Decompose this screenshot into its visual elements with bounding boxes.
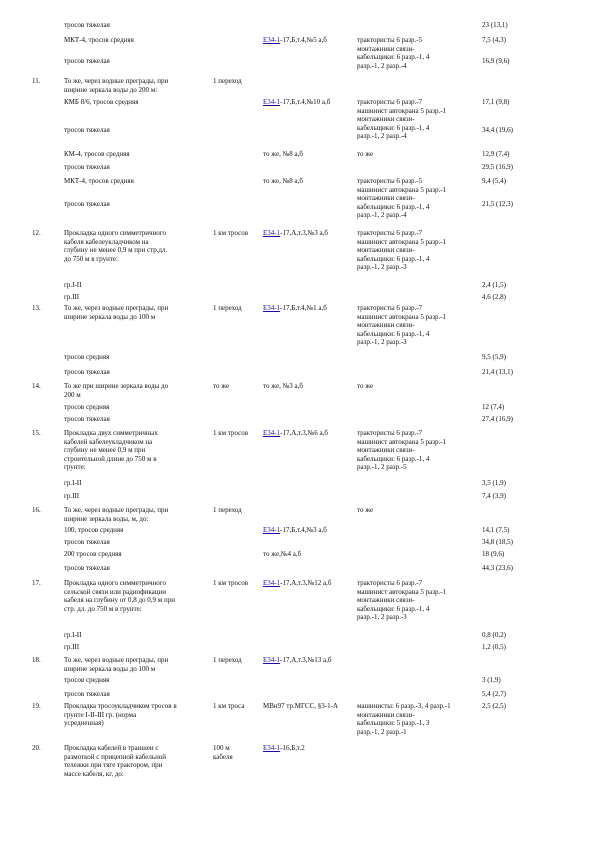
time-norm: 4,6 (2,8) bbox=[482, 293, 506, 301]
norm-reference-link[interactable]: Е34-1 bbox=[263, 744, 281, 752]
work-description: То же при ширине зеркала воды до 200 м bbox=[64, 382, 169, 399]
norm-reference bbox=[263, 36, 355, 45]
work-description: тросов тяжелая bbox=[64, 690, 110, 698]
row-number: 11. bbox=[32, 77, 41, 85]
unit-of-measure: 1 км тросов bbox=[213, 429, 249, 437]
time-norm: 2,5 (2,5) bbox=[482, 702, 506, 710]
crew-composition: то же bbox=[357, 150, 374, 158]
crew-composition: то же bbox=[357, 382, 374, 390]
work-description: То же, через водные преграды, при ширине зеркала воды до 200 м: bbox=[64, 77, 169, 94]
norm-reference-text: МВн97 тр.МГСС, §3-1-А bbox=[263, 702, 339, 710]
work-description: тросов тяжелая bbox=[64, 415, 110, 423]
time-norm: 44,3 (23,6) bbox=[482, 564, 513, 572]
norm-reference bbox=[263, 656, 355, 665]
time-norm: 9,4 (5,4) bbox=[482, 177, 506, 185]
row-number: 19. bbox=[32, 702, 41, 710]
unit-of-measure: 1 переход bbox=[213, 77, 242, 85]
time-norm: 12,9 (7,4) bbox=[482, 150, 510, 158]
norm-reference bbox=[263, 98, 355, 107]
unit-of-measure: 1 переход bbox=[213, 506, 242, 514]
unit-of-measure: 1 км тросов bbox=[213, 579, 249, 587]
unit-of-measure: 1 переход bbox=[213, 656, 242, 664]
row-number: 20. bbox=[32, 744, 41, 752]
time-norm: 0,8 (0,2) bbox=[482, 631, 506, 639]
norm-reference-text: то же, №3 а,б bbox=[263, 382, 303, 390]
crew-composition: трактористы 6 разр.-7 машинист автокрана 5 разр.-1 монтажники связи- кабельщики: 6 разр.-1, 4 разр.-1, 2 разр.-3 bbox=[357, 229, 447, 272]
norm-reference-text: то же, №8 а,б bbox=[263, 150, 303, 158]
time-norm: 3,5 (1,9) bbox=[482, 479, 506, 487]
work-description: гр.I-II bbox=[64, 281, 82, 289]
norm-reference-link[interactable]: Е34-1 bbox=[263, 229, 281, 237]
work-description: тросов средняя bbox=[64, 353, 110, 361]
norm-reference-text: -17,А,т.3,№6 а,б bbox=[280, 429, 328, 437]
work-description: Прокладка кабелей в траншеи с размоткой с прицепной кабельной тележки при тяге трактором, при массе кабеля, кг, до: bbox=[64, 744, 167, 778]
norm-reference bbox=[263, 579, 355, 588]
time-norm: 5,4 (2,7) bbox=[482, 690, 506, 698]
row-number: 17. bbox=[32, 579, 41, 587]
time-norm: 7,5 (4,3) bbox=[482, 36, 506, 44]
crew-composition: трактористы 6 разр.-7 машинист автокрана 5 разр.-1 монтажники связи- кабельщики: 6 разр.-1, 4 разр.-1, 2 разр.-4 bbox=[357, 98, 447, 141]
work-description: тросов тяжелая bbox=[64, 538, 110, 546]
work-description: КМБ 8/6, тросов средняя bbox=[64, 98, 139, 106]
time-norm: 16,9 (9,6) bbox=[482, 57, 510, 65]
work-description: МКТ-4, тросов средняя bbox=[64, 177, 134, 185]
norm-reference bbox=[263, 177, 355, 186]
work-description: гр.I-II bbox=[64, 479, 82, 487]
norm-reference-text: -17,А,т.3,№13 а,б bbox=[280, 656, 332, 664]
norm-reference bbox=[263, 304, 355, 313]
work-description: МКТ-4, тросов средняя bbox=[64, 36, 134, 44]
time-norm: 14,1 (7,5) bbox=[482, 526, 510, 534]
norm-reference-text: то же,№4 а,б bbox=[263, 550, 302, 558]
norm-reference-text: -17,Б,т.4,№5 а,б bbox=[280, 36, 327, 44]
row-number: 15. bbox=[32, 429, 41, 437]
norm-reference bbox=[263, 429, 355, 438]
time-norm: 18 (9,6) bbox=[482, 550, 505, 558]
norm-reference-link[interactable]: Е34-1 bbox=[263, 579, 281, 587]
norm-reference bbox=[263, 744, 355, 753]
crew-composition: трактористы 6 разр.-5 машинист автокрана 5 разр.-1 монтажники связи- кабельщики: 6 разр.-1, 4 разр.-1, 2 разр.-4 bbox=[357, 177, 447, 220]
norm-reference-text: то же, №8 а,б bbox=[263, 177, 303, 185]
norm-reference-text: -17,Б,т.4,№3 а,б bbox=[280, 526, 327, 534]
time-norm: 1,2 (0,5) bbox=[482, 643, 506, 651]
time-norm: 27,4 (16,9) bbox=[482, 415, 513, 423]
work-description: тросов средняя bbox=[64, 403, 110, 411]
time-norm: 34,4 (19,6) bbox=[482, 126, 513, 134]
time-norm: 17,1 (9,8) bbox=[482, 98, 510, 106]
norm-reference bbox=[263, 229, 355, 238]
norm-reference-link[interactable]: Е34-1 bbox=[263, 36, 281, 44]
crew-composition: трактористы 6 разр.-7 машинист автокрана 5 разр.-1 монтажники связи- кабельщики: 6 разр.-1, 4 разр.-1, 2 разр.-5 bbox=[357, 429, 447, 472]
work-description: тросов средняя bbox=[64, 676, 110, 684]
time-norm: 23 (13,1) bbox=[482, 21, 508, 29]
work-description: гр.I-II bbox=[64, 631, 82, 639]
unit-of-measure: то же bbox=[213, 382, 230, 390]
work-description: То же, через водные преграды, при ширине зеркала воды до 100 м bbox=[64, 656, 169, 673]
work-description: Прокладка одного симметричного сельской связи или радиофикации кабеля на глубину от 0,8 до 0,9 м при стр. дл. до 750 м в грунте: bbox=[64, 579, 175, 613]
norm-reference-text: -16,Б,т.2 bbox=[280, 744, 305, 752]
crew-composition: трактористы 6 разр.-7 машинист автокрана 5 разр.-1 монтажники связи- кабельщики: 6 разр.-1, 4 разр.-1, 2 разр.-3 bbox=[357, 579, 447, 622]
norm-reference bbox=[263, 150, 355, 159]
norm-reference-text: -17,А,т.3,№12 а,б bbox=[280, 579, 332, 587]
work-description: Прокладка тросоукладчиком тросов в грунте I-II-III гр. (норма усредненная) bbox=[64, 702, 177, 728]
row-number: 13. bbox=[32, 304, 41, 312]
time-norm: 2,4 (1,5) bbox=[482, 281, 506, 289]
time-norm: 7,4 (3,9) bbox=[482, 492, 506, 500]
row-number: 12. bbox=[32, 229, 41, 237]
work-description: гр.III bbox=[64, 492, 80, 500]
norm-reference bbox=[263, 702, 355, 711]
crew-composition: трактористы 6 разр.-5 монтажники связи- кабельщики: 6 разр.-1, 4 разр.-1, 2 разр.-4 bbox=[357, 36, 430, 70]
work-description: тросов тяжелая bbox=[64, 564, 110, 572]
unit-of-measure: 1 км троса bbox=[213, 702, 245, 710]
crew-composition: трактористы 6 разр.-7 машинист автокрана 5 разр.-1 монтажники связи- кабельщики: 6 разр.-1, 4 разр.-1, 2 разр.-3 bbox=[357, 304, 447, 347]
time-norm: 21,5 (12,3) bbox=[482, 200, 513, 208]
work-description: тросов тяжелая bbox=[64, 126, 110, 134]
norm-reference bbox=[263, 550, 355, 559]
row-number: 18. bbox=[32, 656, 41, 664]
work-description: 200 тросов средняя bbox=[64, 550, 122, 558]
norm-reference-text: -17,Б,т.4,№10 а,б bbox=[280, 98, 331, 106]
unit-of-measure: 1 переход bbox=[213, 304, 242, 312]
norm-reference-link[interactable]: Е34-1 bbox=[263, 98, 281, 106]
time-norm: 3 (1,9) bbox=[482, 676, 501, 684]
norm-reference-text: -17,Б,т.4,№1 а,б bbox=[280, 304, 327, 312]
work-description: КМ-4, тросов средняя bbox=[64, 150, 130, 158]
work-description: То же, через водные преграды, при ширине зеркала воды, м, до: bbox=[64, 506, 169, 523]
norm-reference-link[interactable]: Е34-1 bbox=[263, 429, 281, 437]
work-description: тросов тяжелая bbox=[64, 21, 110, 29]
work-description: гр.III bbox=[64, 293, 80, 301]
crew-composition: машинисты: 6 разр.-3, 4 разр.-1 монтажники связи- кабельщики: 5 разр.-1, 3 разр.-1, 2 разр.-1 bbox=[357, 702, 451, 736]
work-description: тросов тяжелая bbox=[64, 163, 110, 171]
unit-of-measure: 1 км тросов bbox=[213, 229, 249, 237]
work-description: тросов тяжелая bbox=[64, 200, 110, 208]
work-description: Прокладка двух симметричных кабелей кабелеукладчиком на глубину не менее 0,9 м при строительной длине до 750 м в грунте: bbox=[64, 429, 158, 472]
norm-reference-text: -17,А,т.3,№3 а,б bbox=[280, 229, 328, 237]
norm-reference-link[interactable]: Е34-1 bbox=[263, 656, 281, 664]
norm-reference-link[interactable]: Е34-1 bbox=[263, 304, 281, 312]
norm-reference-link[interactable]: Е34-1 bbox=[263, 526, 281, 534]
work-description: Прокладка одного симметричного кабеля кабелеукладчиком на глубину не менее 0,9 м при стр.дл. до 750 м в грунте: bbox=[64, 229, 168, 263]
time-norm: 34,8 (18,5) bbox=[482, 538, 513, 546]
work-description: 100, тросов средняя bbox=[64, 526, 124, 534]
norm-reference bbox=[263, 382, 355, 391]
time-norm: 12 (7,4) bbox=[482, 403, 505, 411]
work-description: тросов тяжелая bbox=[64, 368, 110, 376]
work-description: тросов тяжелая bbox=[64, 57, 110, 65]
work-description: гр.III bbox=[64, 643, 80, 651]
work-description: То же, через водные преграды, при ширине зеркала воды до 100 м bbox=[64, 304, 169, 321]
unit-of-measure: 100 м кабеля bbox=[213, 744, 233, 761]
crew-composition: то же bbox=[357, 506, 374, 514]
row-number: 16. bbox=[32, 506, 41, 514]
time-norm: 29,5 (16,9) bbox=[482, 163, 513, 171]
time-norm: 9,5 (5,9) bbox=[482, 353, 506, 361]
time-norm: 21,4 (13,1) bbox=[482, 368, 513, 376]
row-number: 14. bbox=[32, 382, 41, 390]
norm-reference bbox=[263, 526, 355, 535]
